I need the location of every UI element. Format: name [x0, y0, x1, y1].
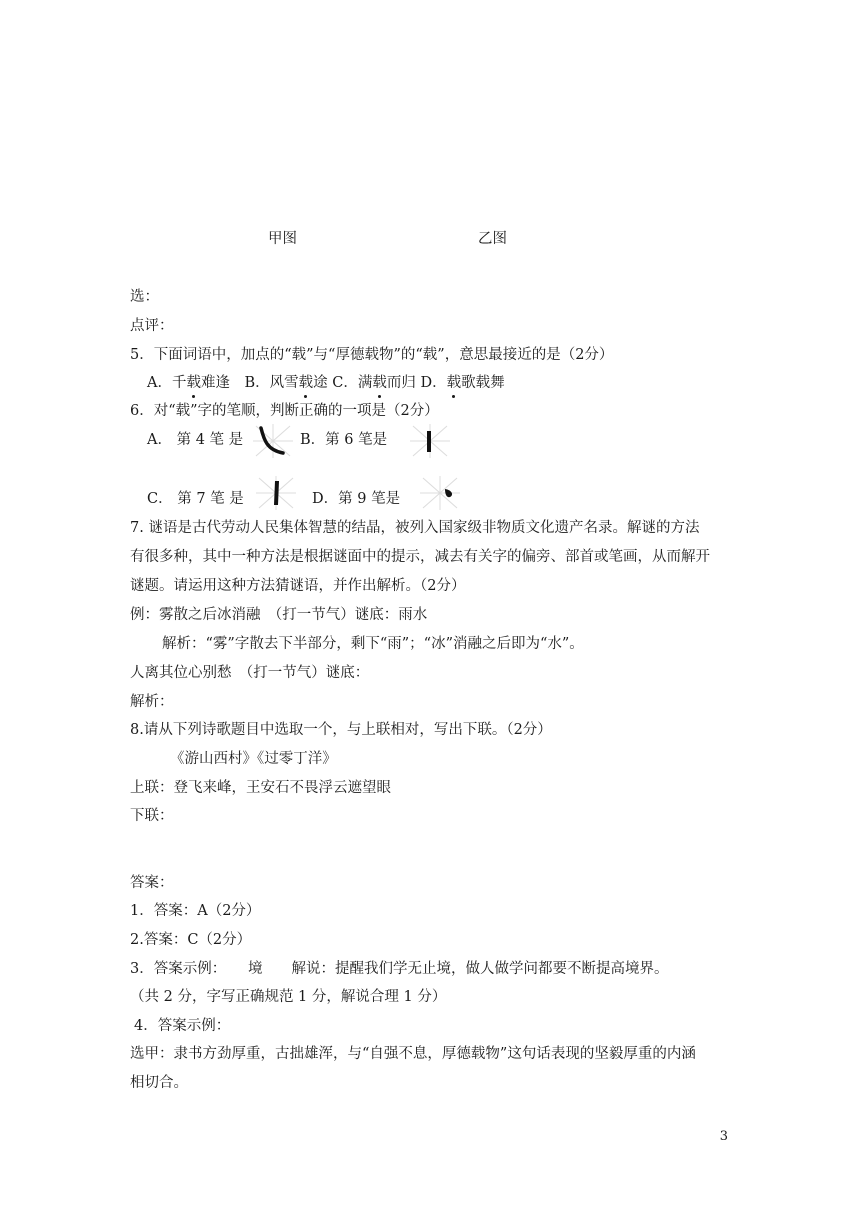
riddle-question: 人离其位心别愁 （打一节气）谜底： [130, 665, 370, 681]
answer-3: 3．答案示例： 境 解说：提醒我们学无止境，做人做学问都要不断提高境界。 [130, 961, 669, 977]
question-6-option-b: B．第 6 笔是 [300, 432, 388, 448]
question-6: 6．对“载”字的笔顺，判断正确的一项是（2分） [130, 403, 439, 419]
question-5-options [147, 373, 505, 393]
riddle-example-explanation: 解析：“雾”字散去下半部分，剩下“雨”；“冰”消融之后即为“水”。 [162, 636, 584, 652]
option-a-prefix: A．千 [147, 375, 187, 391]
question-6-option-c: C． 第 7 笔 是 [147, 491, 244, 507]
option-text: 途 C．满 [313, 375, 373, 391]
question-6-option-d: D．第 9 笔是 [312, 491, 401, 507]
dotted-char: 载 [446, 375, 462, 391]
stroke-image-vertical-2 [256, 476, 296, 510]
dotted-char: 载 [372, 375, 387, 391]
riddle-example: 例：雾散之后冰消融 （打一节气）谜底：雨水 [130, 607, 428, 623]
riddle-explanation-label: 解析： [130, 694, 174, 710]
figure-caption-yi: 乙图 [478, 231, 507, 247]
upper-couplet: 上联：登飞来峰，王安石不畏浮云遮望眼 [130, 780, 391, 796]
page-number: 3 [719, 1129, 728, 1144]
stroke-image-curve [253, 424, 293, 458]
answer-3-scoring: （共 2 分，字写正确规范 1 分，解说合理 1 分） [130, 989, 447, 1005]
stroke-image-vertical [410, 424, 450, 458]
dotted-char: 载 [186, 375, 201, 391]
question-8: 8.请从下列诗歌题目中选取一个，与上联相对，写出下联。（2分） [130, 722, 552, 738]
answer-4: 4．答案示例： [134, 1018, 231, 1034]
poem-titles: 《游山西村》《过零丁洋》 [170, 751, 337, 767]
comment-label: 点评： [130, 318, 174, 334]
question-5: 5．下面词语中，加点的“载”与“厚德载物”的“载”，意思最接近的是（2分） [130, 347, 614, 363]
question-7-line-3: 谜题。请运用这种方法猜谜语，并作出解析。（2分） [130, 578, 466, 594]
stroke-image-dot [420, 476, 460, 510]
answer-2: 2.答案：C（2分） [130, 932, 252, 948]
question-6-option-a: A． 第 4 笔 是 [147, 432, 244, 448]
answers-heading: 答案： [130, 875, 174, 891]
answer-1: 1．答案：A（2分） [130, 903, 261, 919]
answer-4-line-1: 选甲：隶书方劲厚重，古拙雄浑，与“自强不息，厚德载物”这句话表现的坚毅厚重的内涵 [130, 1046, 696, 1062]
choice-label: 选： [130, 289, 159, 305]
option-text: 而归 D． [386, 375, 447, 391]
lower-couplet-label: 下联： [130, 808, 174, 824]
figure-caption-jia: 甲图 [268, 231, 297, 247]
answer-4-line-2: 相切合。 [130, 1075, 188, 1091]
dotted-char: 载 [298, 375, 314, 391]
option-text: 歌载舞 [461, 375, 505, 391]
question-7-line-1: 7. 谜语是古代劳动人民集体智慧的结晶，被列入国家级非物质文化遗产名录。解谜的方法 [130, 520, 700, 536]
option-text: 难逢 B．风雪 [200, 375, 299, 391]
question-7-line-2: 有很多种，其中一种方法是根据谜面中的提示，减去有关字的偏旁、部首或笔画，从而解开 [130, 549, 710, 565]
